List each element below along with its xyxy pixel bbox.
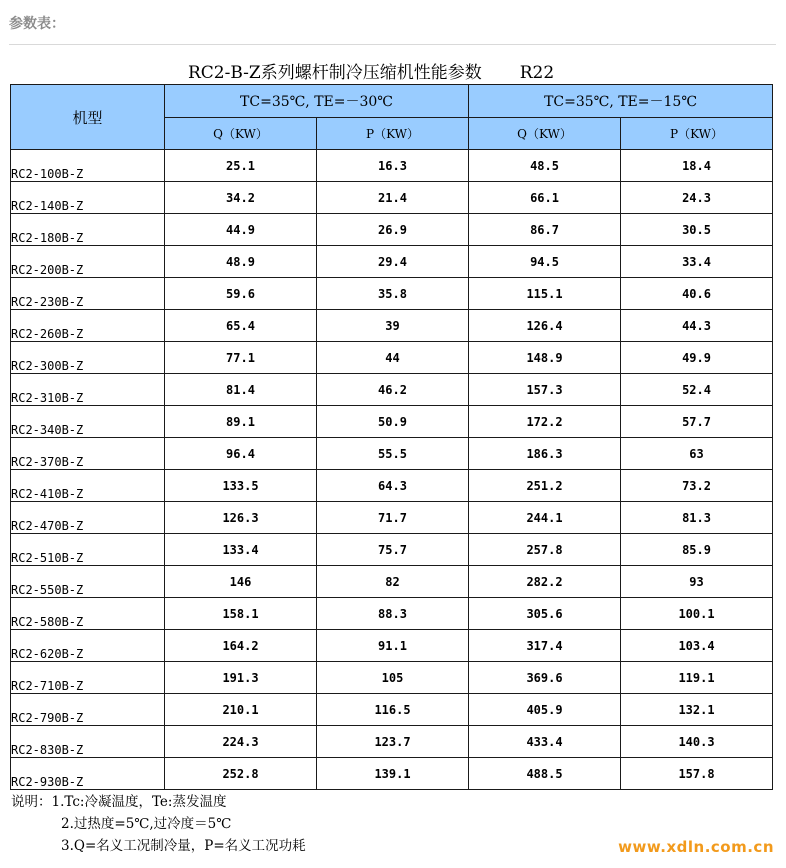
cell-model: RC2-200B-Z — [11, 246, 165, 278]
cell-q2: 257.8 — [469, 534, 621, 566]
cell-p2: 132.1 — [621, 694, 773, 726]
cell-q2: 126.4 — [469, 310, 621, 342]
cell-model: RC2-140B-Z — [11, 182, 165, 214]
note-line-3: 3.Q=名义工况制冷量，P=名义工况功耗 — [61, 838, 306, 854]
cell-p1: 88.3 — [317, 598, 469, 630]
cell-p2: 52.4 — [621, 374, 773, 406]
cell-p1: 29.4 — [317, 246, 469, 278]
note-line-1: 说明：1.Tc:冷凝温度，Te:蒸发温度 — [11, 794, 227, 810]
table-row — [11, 438, 773, 470]
cell-model: RC2-510B-Z — [11, 534, 165, 566]
cell-q1: 146 — [165, 566, 317, 598]
cell-q2: 94.5 — [469, 246, 621, 278]
cell-q1: 65.4 — [165, 310, 317, 342]
cell-p1: 105 — [317, 662, 469, 694]
cell-p1: 26.9 — [317, 214, 469, 246]
title-text: RC2-B-Z系列螺杆制冷压缩机性能参数 — [188, 63, 482, 83]
cell-p2: 103.4 — [621, 630, 773, 662]
cell-p1: 55.5 — [317, 438, 469, 470]
cell-q1: 133.5 — [165, 470, 317, 502]
table-row — [11, 278, 773, 310]
cell-q1: 224.3 — [165, 726, 317, 758]
divider — [9, 44, 776, 45]
cell-p1: 75.7 — [317, 534, 469, 566]
table-row — [11, 726, 773, 758]
cell-p1: 44 — [317, 342, 469, 374]
table-row — [11, 150, 773, 182]
header-condition-1: TC=35℃, TE=－30℃ — [165, 85, 469, 118]
cell-model: RC2-930B-Z — [11, 758, 165, 790]
cell-q1: 133.4 — [165, 534, 317, 566]
cell-q2: 282.2 — [469, 566, 621, 598]
cell-q2: 86.7 — [469, 214, 621, 246]
header-p1: P（KW） — [317, 117, 469, 150]
cell-q2: 317.4 — [469, 630, 621, 662]
cell-q2: 148.9 — [469, 342, 621, 374]
cell-q1: 34.2 — [165, 182, 317, 214]
cell-q2: 251.2 — [469, 470, 621, 502]
cell-q1: 126.3 — [165, 502, 317, 534]
cell-model: RC2-100B-Z — [11, 150, 165, 182]
cell-p2: 157.8 — [621, 758, 773, 790]
cell-q2: 66.1 — [469, 182, 621, 214]
cell-p1: 46.2 — [317, 374, 469, 406]
cell-p2: 140.3 — [621, 726, 773, 758]
page-title — [188, 58, 554, 83]
cell-p1: 91.1 — [317, 630, 469, 662]
cell-p2: 93 — [621, 566, 773, 598]
table-row — [11, 470, 773, 502]
cell-p2: 30.5 — [621, 214, 773, 246]
cell-q1: 44.9 — [165, 214, 317, 246]
table-row — [11, 534, 773, 566]
cell-q1: 164.2 — [165, 630, 317, 662]
cell-q1: 25.1 — [165, 150, 317, 182]
refrigerant-label: R22 — [519, 63, 555, 83]
cell-model: RC2-580B-Z — [11, 598, 165, 630]
cell-q2: 115.1 — [469, 278, 621, 310]
cell-model: RC2-180B-Z — [11, 214, 165, 246]
cell-p2: 85.9 — [621, 534, 773, 566]
cell-model: RC2-550B-Z — [11, 566, 165, 598]
table-row — [11, 406, 773, 438]
cell-model: RC2-620B-Z — [11, 630, 165, 662]
cell-q1: 89.1 — [165, 406, 317, 438]
header-p2: P（KW） — [621, 117, 773, 150]
cell-p2: 18.4 — [621, 150, 773, 182]
cell-model: RC2-470B-Z — [11, 502, 165, 534]
cell-model: RC2-370B-Z — [11, 438, 165, 470]
cell-p1: 39 — [317, 310, 469, 342]
cell-q1: 191.3 — [165, 662, 317, 694]
cell-p1: 139.1 — [317, 758, 469, 790]
cell-model: RC2-340B-Z — [11, 406, 165, 438]
cell-q2: 488.5 — [469, 758, 621, 790]
cell-q1: 59.6 — [165, 278, 317, 310]
header-model: 机型 — [11, 85, 165, 150]
cell-q2: 369.6 — [469, 662, 621, 694]
cell-q2: 48.5 — [469, 150, 621, 182]
cell-p1: 82 — [317, 566, 469, 598]
cell-p2: 63 — [621, 438, 773, 470]
cell-p1: 35.8 — [317, 278, 469, 310]
header-condition-2: TC=35℃, TE=－15℃ — [469, 85, 773, 118]
cell-model: RC2-410B-Z — [11, 470, 165, 502]
table-row — [11, 598, 773, 630]
cell-q1: 210.1 — [165, 694, 317, 726]
cell-q1: 48.9 — [165, 246, 317, 278]
cell-model: RC2-310B-Z — [11, 374, 165, 406]
cell-q2: 244.1 — [469, 502, 621, 534]
table-row — [11, 502, 773, 534]
table-row — [11, 374, 773, 406]
cell-q1: 252.8 — [165, 758, 317, 790]
table-row — [11, 310, 773, 342]
note-line-2: 2.过热度=5℃,过冷度＝5℃ — [61, 816, 232, 832]
table-row — [11, 662, 773, 694]
header-q2: Q（KW） — [469, 117, 621, 150]
cell-p2: 73.2 — [621, 470, 773, 502]
cell-p2: 100.1 — [621, 598, 773, 630]
table-row — [11, 182, 773, 214]
cell-q2: 172.2 — [469, 406, 621, 438]
cell-p1: 116.5 — [317, 694, 469, 726]
header-q1: Q（KW） — [165, 117, 317, 150]
cell-p2: 44.3 — [621, 310, 773, 342]
cell-p2: 33.4 — [621, 246, 773, 278]
performance-table — [10, 84, 773, 790]
cell-p2: 81.3 — [621, 502, 773, 534]
cell-p1: 21.4 — [317, 182, 469, 214]
table-body — [11, 150, 773, 790]
watermark-url: www.xdln.com.cn — [618, 838, 774, 856]
table-row — [11, 566, 773, 598]
cell-p2: 40.6 — [621, 278, 773, 310]
cell-q1: 81.4 — [165, 374, 317, 406]
table-row — [11, 630, 773, 662]
table-row — [11, 694, 773, 726]
cell-q2: 305.6 — [469, 598, 621, 630]
cell-q1: 158.1 — [165, 598, 317, 630]
cell-p2: 49.9 — [621, 342, 773, 374]
cell-p2: 24.3 — [621, 182, 773, 214]
cell-q2: 405.9 — [469, 694, 621, 726]
cell-model: RC2-300B-Z — [11, 342, 165, 374]
cell-model: RC2-710B-Z — [11, 662, 165, 694]
cell-p1: 64.3 — [317, 470, 469, 502]
table-row — [11, 214, 773, 246]
cell-p2: 57.7 — [621, 406, 773, 438]
cell-q1: 96.4 — [165, 438, 317, 470]
cell-model: RC2-830B-Z — [11, 726, 165, 758]
cell-p2: 119.1 — [621, 662, 773, 694]
cell-q2: 433.4 — [469, 726, 621, 758]
cell-q2: 186.3 — [469, 438, 621, 470]
cell-q2: 157.3 — [469, 374, 621, 406]
cell-model: RC2-260B-Z — [11, 310, 165, 342]
cell-p1: 123.7 — [317, 726, 469, 758]
cell-model: RC2-230B-Z — [11, 278, 165, 310]
cell-p1: 50.9 — [317, 406, 469, 438]
notes — [11, 791, 306, 857]
cell-q1: 77.1 — [165, 342, 317, 374]
table-row — [11, 342, 773, 374]
cell-p1: 16.3 — [317, 150, 469, 182]
table-row — [11, 246, 773, 278]
cell-model: RC2-790B-Z — [11, 694, 165, 726]
section-label: 参数表： — [9, 16, 65, 32]
table-row — [11, 758, 773, 790]
cell-p1: 71.7 — [317, 502, 469, 534]
